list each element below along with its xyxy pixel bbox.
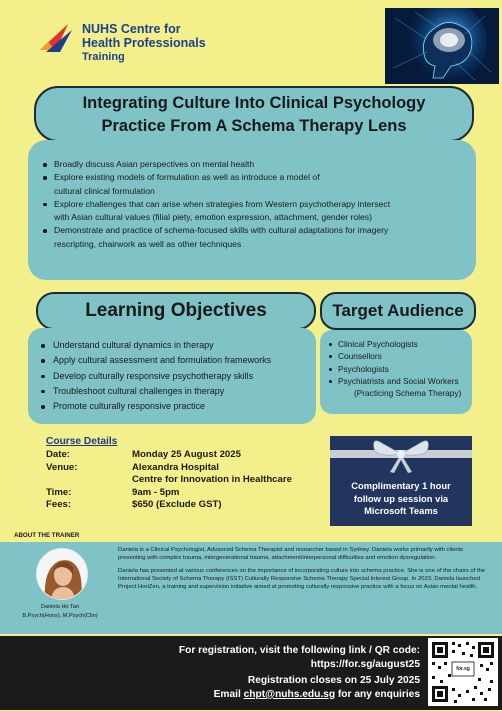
detail-row-date (46, 449, 292, 462)
objective-item: Develop culturally responsive psychotherapy skills (40, 369, 316, 384)
audience-item: Clinical Psychologists (328, 338, 472, 350)
course-details-table (46, 449, 292, 512)
trainer-photo (36, 548, 88, 600)
trainer-portrait-icon (37, 549, 87, 599)
detail-row-fees (46, 499, 292, 512)
objective-item: Promote culturally responsive practice (40, 399, 316, 414)
course-title-box (34, 86, 474, 142)
complimentary-session-text (330, 480, 472, 518)
gift-line2: follow up session via (353, 492, 449, 504)
enquiry-line (90, 688, 420, 702)
overview-panel (28, 140, 476, 280)
overview-item-continued: rescripting, chairwork as well as other techniques (54, 238, 242, 249)
overview-item: Explore challenges that can arise when strategies from Western psychotherapy intersect (42, 198, 476, 211)
gift-line1: Complimentary 1 hour (351, 480, 451, 491)
detail-label: Fees: (46, 499, 72, 511)
enquiry-prefix: Email (213, 688, 244, 700)
detail-label-empty (46, 474, 132, 487)
overview-list (28, 140, 476, 251)
detail-label: Date: (46, 449, 70, 460)
trainer-bio-paragraph: Daniela is a Clinical Psychologist, Advanced Schema Therapist and researcher based in Sydney. Daniela works primarily with clients presenting with complex trauma, intergenerational trauma, attachment/interpersonal difficulties and emotion dysregulation. (118, 547, 464, 561)
org-name (82, 22, 206, 64)
course-title (36, 88, 472, 138)
learning-objectives-heading: Learning Objectives (36, 292, 316, 330)
detail-value: Monday 25 August 2025 (132, 449, 241, 460)
enquiry-email-link[interactable]: chpt@nuhs.edu.sg (243, 688, 336, 700)
enquiry-suffix: for any enquiries (335, 688, 420, 700)
trainer-credentials: B.Psych(Hons), M.Psych(Clin) (22, 612, 98, 619)
gift-ribbon-icon (330, 436, 472, 480)
detail-row-venue-2 (46, 474, 292, 487)
registration-instruction: For registration, visit the following link / QR code: (178, 645, 420, 656)
org-name-line3: Training (82, 51, 125, 63)
brain-graphic-icon (385, 8, 499, 84)
brain-illustration (385, 8, 499, 84)
about-trainer-label: ABOUT THE TRAINER (14, 532, 80, 539)
objective-item: Troubleshoot cultural challenges in therapy (40, 384, 316, 399)
gift-line3: Microsoft Teams (364, 505, 438, 517)
detail-value: $650 (Exclude GST) (132, 499, 222, 511)
overview-item: Broadly discuss Asian perspectives on mental health (42, 158, 476, 171)
detail-value: Centre for Innovation in Healthcare (132, 474, 292, 486)
target-audience-list (320, 330, 472, 399)
nuhs-logo (38, 16, 208, 66)
detail-row-venue (46, 462, 292, 475)
audience-item: Counsellors (328, 350, 472, 362)
course-title-line1: Integrating Culture Into Clinical Psychology (82, 94, 426, 112)
trainer-bio (118, 546, 492, 596)
audience-item-note: (Practicing Schema Therapy) (354, 388, 462, 399)
org-name-line2: Health Professionals (82, 36, 206, 50)
detail-label: Venue: (46, 461, 78, 473)
audience-item: Psychiatrists and Social Workers (328, 375, 472, 387)
registration-info (90, 644, 420, 701)
target-audience-heading: Target Audience (320, 292, 476, 330)
target-audience-panel (320, 330, 472, 414)
trainer-name: Daniela Ho Tan (40, 604, 80, 610)
complimentary-session-card (330, 436, 472, 526)
trainer-name-block (0, 603, 120, 620)
audience-item: Psychologists (328, 363, 472, 375)
registration-qr-code[interactable] (428, 638, 498, 706)
objective-item: Understand cultural dynamics in therapy (40, 338, 316, 353)
overview-item-continued: cultural clinical formulation (54, 185, 155, 196)
overview-item: Demonstrate and practice of schema-focused skills with cultural adaptations for imagery (42, 224, 476, 237)
trainer-bio-paragraph: Daniela has presented at various conferences on the importance of incorporating culture into schema practice. She is one of the chairs of the International Society of Schema Therapy (ISST) Culturally Responsive Schema Therapy Special Interest Group. In 2023, Daniela launched Project HoriZen, a training and supervision initiative aimed at promoting culturally responsive practice with a focus on Asian mental health. (118, 568, 486, 590)
learning-objectives-panel (28, 328, 316, 424)
detail-label: Time: (46, 486, 72, 498)
detail-value: Alexandra Hospital (132, 461, 219, 473)
detail-value: 9am - 5pm (132, 486, 180, 498)
course-title-line2: Practice From A Schema Therapy Lens (101, 117, 407, 135)
nuhs-logo-mark-icon (38, 20, 74, 56)
objective-item: Apply cultural assessment and formulation frameworks (40, 353, 316, 368)
org-name-line1: NUHS Centre for (82, 22, 181, 36)
learning-objectives-list (28, 328, 316, 414)
registration-link[interactable]: https://for.sg/august25 (310, 658, 420, 670)
overview-item-continued: with Asian cultural values (filial piety, emotion expression, attachment, gender roles) (54, 212, 372, 223)
overview-item: Explore existing models of formulation as well as introduce a model of (42, 171, 476, 184)
detail-row-time (46, 487, 292, 500)
registration-deadline: Registration closes on 25 July 2025 (247, 675, 420, 687)
course-details-heading: Course Details (46, 436, 118, 447)
course-details (46, 436, 292, 512)
qr-center-label: for.sg (456, 666, 470, 672)
